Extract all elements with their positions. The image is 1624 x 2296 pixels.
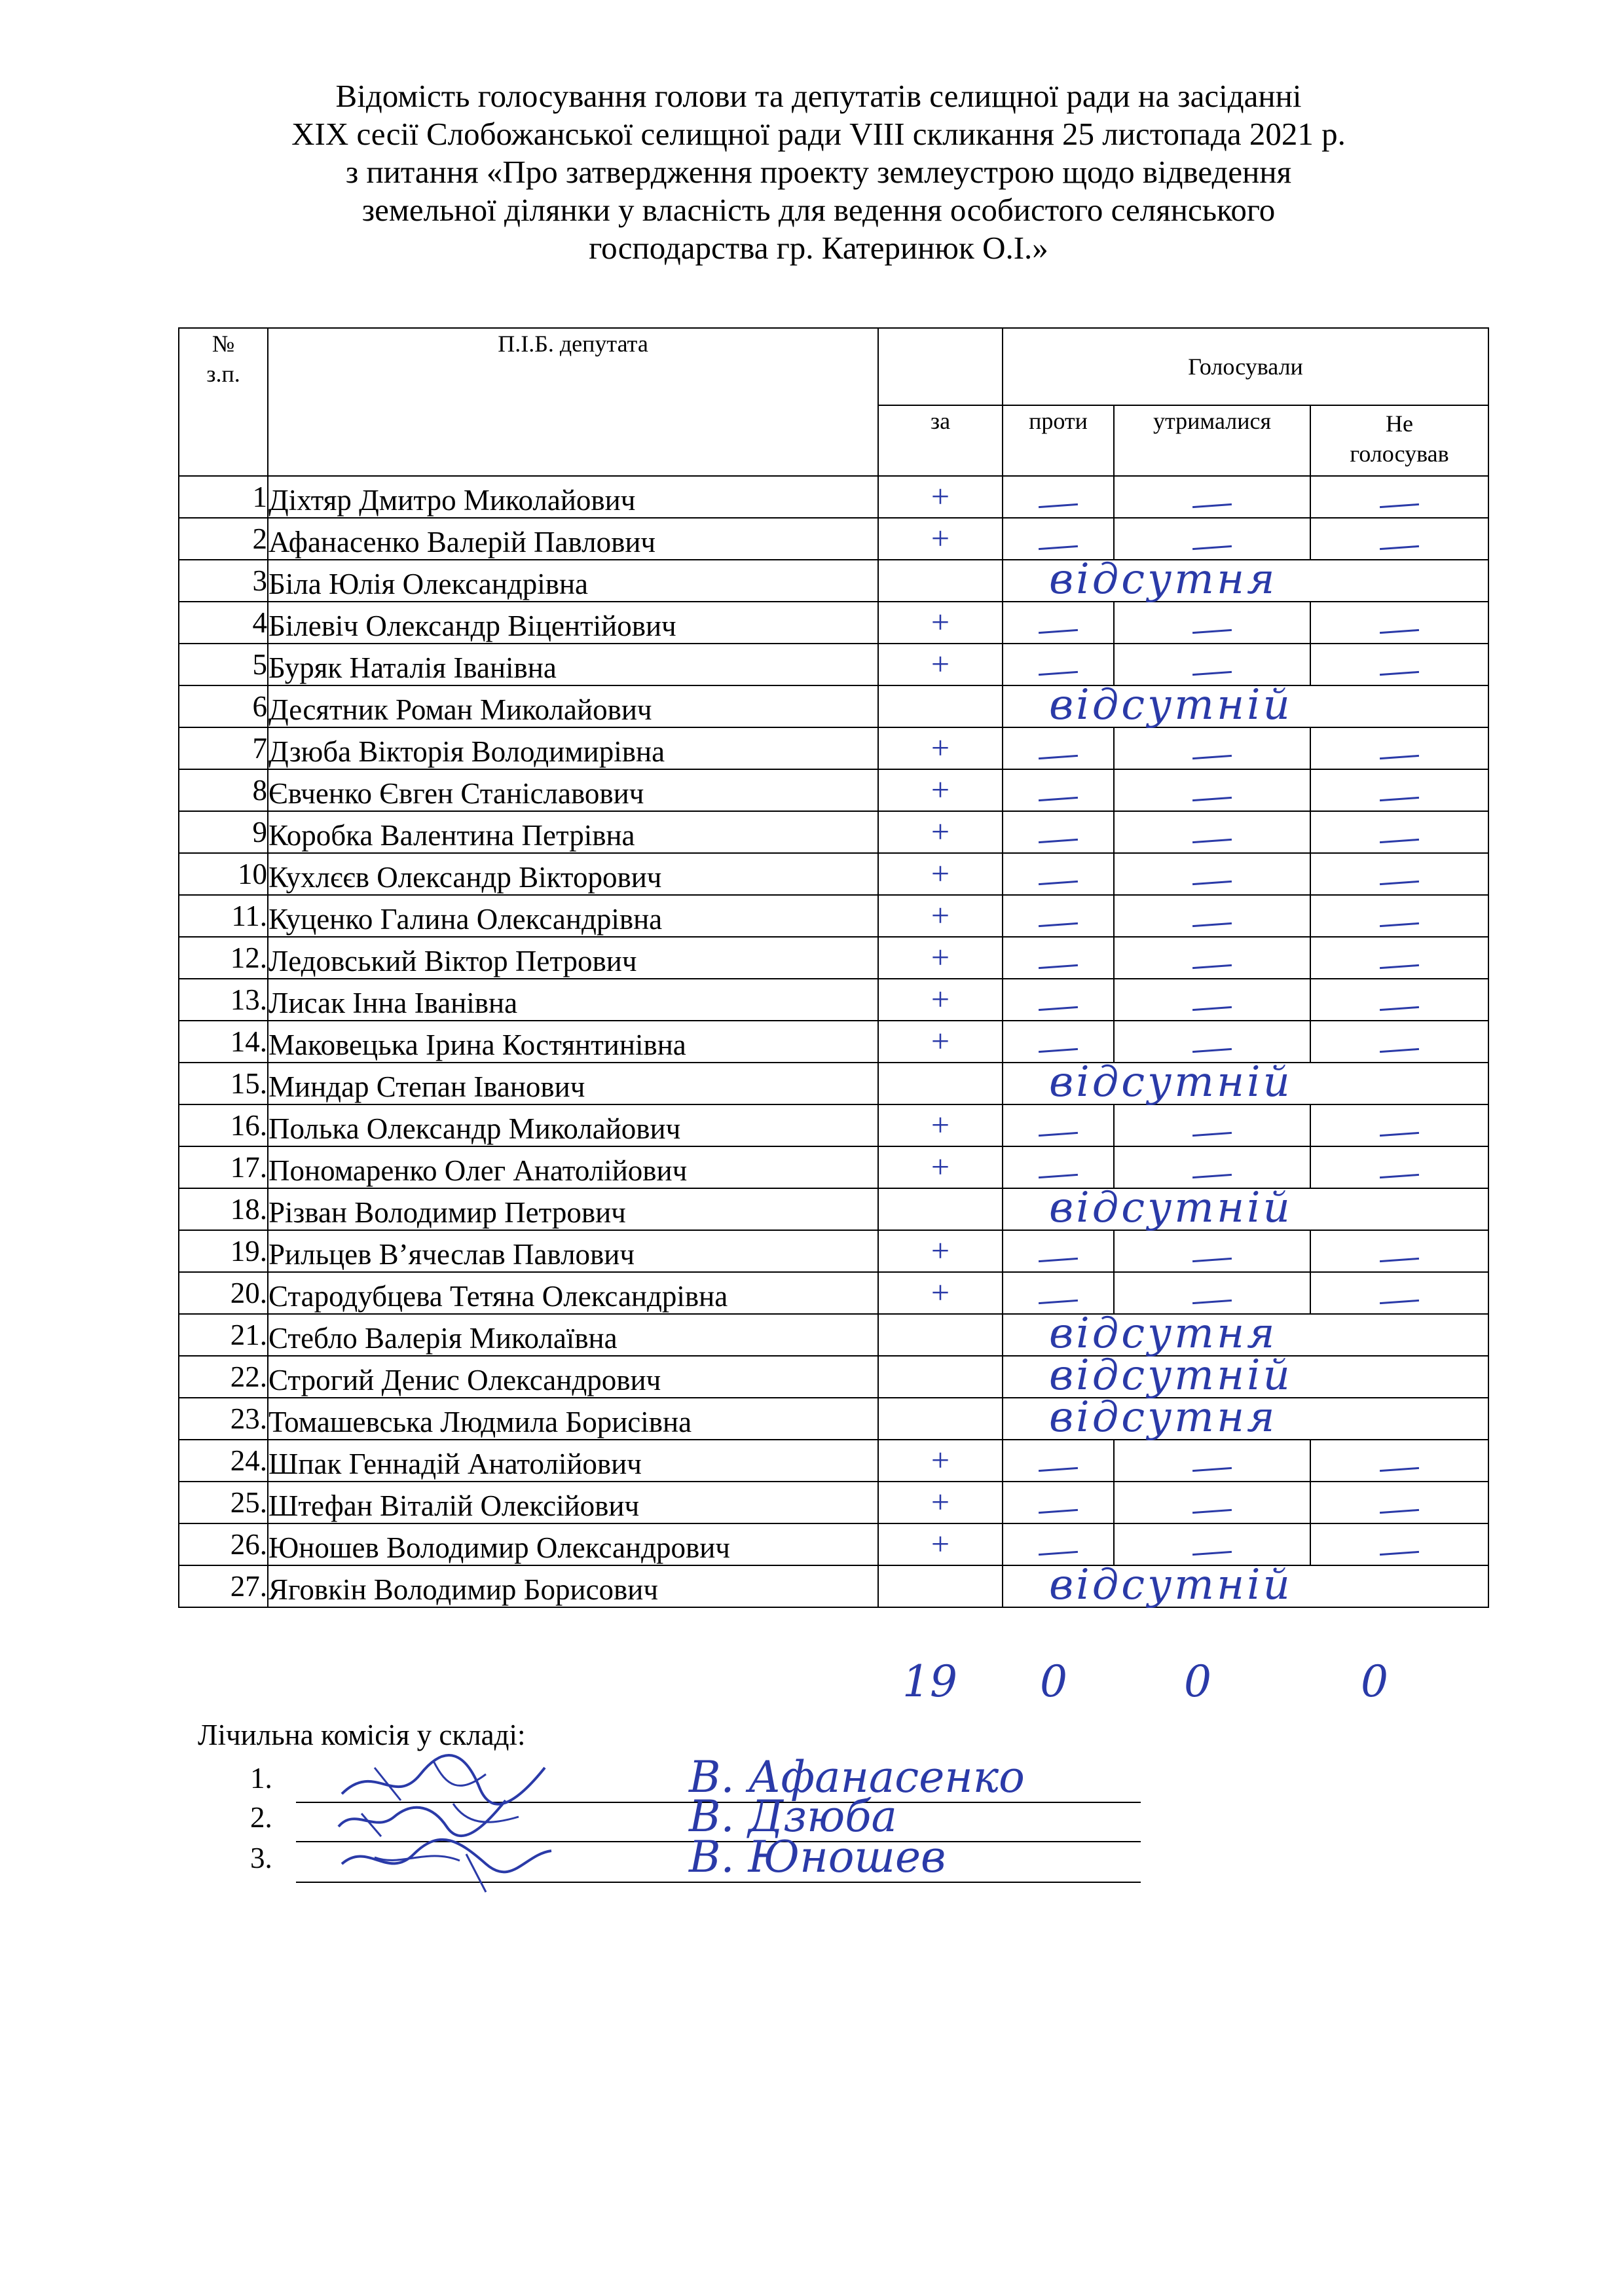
vote-against-cell	[1003, 853, 1114, 895]
dash-mark	[1192, 1300, 1232, 1304]
vote-against-cell	[1003, 1104, 1114, 1146]
vote-for-cell	[878, 1146, 1003, 1188]
header-against: проти	[1003, 405, 1114, 476]
dash-mark	[1039, 1509, 1078, 1514]
vote-abstained-cell	[1114, 937, 1310, 979]
vote-abstained-cell	[1114, 1021, 1310, 1063]
plus-mark: +	[931, 1483, 950, 1520]
dash-mark	[1380, 1174, 1419, 1178]
dash-mark	[1192, 671, 1232, 676]
row-number: 27.	[179, 1565, 268, 1607]
vote-abstained-cell	[1114, 1482, 1310, 1523]
absent-note: відсутній	[1049, 681, 1293, 729]
vote-against-cell	[1003, 1440, 1114, 1482]
vote-for-cell	[878, 727, 1003, 769]
vote-against-cell	[1003, 476, 1114, 518]
deputy-name: Ледовський Віктор Петрович	[268, 937, 878, 979]
plus-mark: +	[931, 1273, 950, 1311]
row-number: 19.	[179, 1230, 268, 1272]
dash-mark	[1192, 1006, 1232, 1011]
title-line: ХІХ сесії Слобожанської селищної ради VІІІ скликання 25 листопада 2021 р.	[291, 116, 1346, 152]
vote-against-cell	[1003, 727, 1114, 769]
vote-for-cell	[878, 1188, 1003, 1230]
vote-against-cell	[1003, 895, 1114, 937]
table-row	[179, 1440, 1488, 1482]
dash-mark	[1380, 797, 1419, 801]
deputy-name: Юношев Володимир Олександрович	[268, 1523, 878, 1565]
vote-not-voted-cell	[1310, 1523, 1488, 1565]
vote-not-voted-cell	[1310, 895, 1488, 937]
commission-member	[250, 1832, 1141, 1887]
vote-for-cell	[878, 1356, 1003, 1398]
dash-mark	[1039, 1258, 1078, 1262]
dash-mark	[1039, 881, 1078, 885]
deputy-name: Різван Володимир Петрович	[268, 1188, 878, 1230]
vote-for-cell	[878, 1398, 1003, 1440]
vote-not-voted-cell	[1310, 853, 1488, 895]
vote-abstained-cell	[1114, 644, 1310, 685]
vote-abstained-cell	[1114, 769, 1310, 811]
vote-not-voted-cell	[1310, 1440, 1488, 1482]
dash-mark	[1039, 1006, 1078, 1011]
deputy-name: Білевіч Олександр Віцентійович	[268, 602, 878, 644]
plus-mark: +	[931, 896, 950, 934]
vote-not-voted-cell	[1310, 476, 1488, 518]
header-number-symbol: №	[212, 331, 235, 357]
deputy-name: Коробка Валентина Петрівна	[268, 811, 878, 853]
header-not-voted-line1: Не	[1386, 410, 1413, 437]
absent-cell	[1003, 1351, 1488, 1400]
vote-for-cell	[878, 518, 1003, 560]
row-number: 6	[179, 685, 268, 727]
vote-not-voted-cell	[1310, 1482, 1488, 1523]
vote-not-voted-cell	[1310, 1104, 1488, 1146]
vote-for-cell	[878, 685, 1003, 727]
dash-mark	[1039, 629, 1078, 634]
title-line: земельної ділянки у власність для ведення особистого селянського	[361, 192, 1276, 228]
deputy-name: Стародубцева Тетяна Олександрівна	[268, 1272, 878, 1314]
dash-mark	[1192, 1509, 1232, 1514]
row-number: 2	[179, 518, 268, 560]
vote-abstained-cell	[1114, 895, 1310, 937]
table-row	[179, 1146, 1488, 1188]
deputy-name: Шпак Геннадій Анатолійович	[268, 1440, 878, 1482]
row-number: 22.	[179, 1356, 268, 1398]
vote-against-cell	[1003, 937, 1114, 979]
title-line: Відомість голосування голови та депутатів селищної ради на засіданні	[335, 78, 1302, 114]
dash-mark	[1039, 545, 1078, 550]
dash-mark	[1380, 881, 1419, 885]
dash-mark	[1039, 1551, 1078, 1556]
dash-mark	[1192, 1048, 1232, 1053]
vote-against-cell	[1003, 1482, 1114, 1523]
dash-mark	[1380, 671, 1419, 676]
header-number-abbr: з.п.	[206, 361, 240, 387]
plus-mark: +	[931, 1106, 950, 1143]
row-number: 9	[179, 811, 268, 853]
dash-mark	[1039, 1132, 1078, 1137]
deputy-name: Миндар Степан Іванович	[268, 1063, 878, 1104]
dash-mark	[1039, 839, 1078, 843]
dash-mark	[1192, 503, 1232, 508]
dash-mark	[1380, 1006, 1419, 1011]
vote-for-cell	[878, 476, 1003, 518]
dash-mark	[1192, 1132, 1232, 1137]
table-row	[179, 1523, 1488, 1565]
plus-mark: +	[931, 980, 950, 1017]
table-row	[179, 1565, 1488, 1607]
dash-mark	[1380, 964, 1419, 969]
dash-mark	[1192, 797, 1232, 801]
header-blank	[878, 328, 1003, 405]
row-number: 8	[179, 769, 268, 811]
vote-for-cell	[878, 1482, 1003, 1523]
absent-note: відсутній	[1049, 1058, 1293, 1106]
total-against: 0	[1040, 1656, 1067, 1707]
dash-mark	[1039, 964, 1078, 969]
dash-mark	[1192, 1174, 1232, 1178]
member-name: В. Дзюба	[689, 1791, 897, 1842]
vote-not-voted-cell	[1310, 937, 1488, 979]
member-number: 3.	[250, 1842, 272, 1874]
plus-mark: +	[931, 938, 950, 975]
plus-mark: +	[931, 1231, 950, 1269]
total-not-voted: 0	[1361, 1656, 1388, 1707]
absent-note: відсутня	[1049, 1309, 1278, 1358]
plus-mark: +	[931, 1441, 950, 1478]
table-row	[179, 1021, 1488, 1063]
member-number: 1.	[250, 1762, 272, 1795]
table-row	[179, 476, 1488, 518]
vote-abstained-cell	[1114, 1523, 1310, 1565]
plus-mark: +	[931, 1148, 950, 1185]
dash-mark	[1039, 671, 1078, 676]
absent-note: відсутній	[1049, 1351, 1293, 1400]
row-number: 13.	[179, 979, 268, 1021]
table-row	[179, 1063, 1488, 1104]
plus-mark: +	[931, 519, 950, 556]
row-number: 3	[179, 560, 268, 602]
dash-mark	[1039, 922, 1078, 927]
table-row	[179, 644, 1488, 685]
deputy-name: Штефан Віталій Олексійович	[268, 1482, 878, 1523]
dash-mark	[1380, 839, 1419, 843]
row-number: 21.	[179, 1314, 268, 1356]
vote-not-voted-cell	[1310, 811, 1488, 853]
vote-for-cell	[878, 895, 1003, 937]
title-line: господарства гр. Катеринюк О.І.»	[589, 230, 1048, 266]
vote-against-cell	[1003, 644, 1114, 685]
deputy-name: Афанасенко Валерій Павлович	[268, 518, 878, 560]
deputy-name: Томашевська Людмила Борисівна	[268, 1398, 878, 1440]
vote-not-voted-cell	[1310, 727, 1488, 769]
row-number: 17.	[179, 1146, 268, 1188]
vote-not-voted-cell	[1310, 1272, 1488, 1314]
total-for: 19	[902, 1656, 957, 1707]
vote-for-cell	[878, 1565, 1003, 1607]
vote-for-cell	[878, 853, 1003, 895]
vote-not-voted-cell	[1310, 602, 1488, 644]
dash-mark	[1380, 1551, 1419, 1556]
dash-mark	[1380, 629, 1419, 634]
row-number: 25.	[179, 1482, 268, 1523]
plus-mark: +	[931, 645, 950, 682]
absent-note: відсутній	[1049, 1184, 1293, 1232]
deputy-name: Євченко Євген Станіславович	[268, 769, 878, 811]
vote-for-cell	[878, 979, 1003, 1021]
dash-mark	[1380, 1132, 1419, 1137]
row-number: 1	[179, 476, 268, 518]
vote-for-cell	[878, 1314, 1003, 1356]
deputy-name: Десятник Роман Миколайович	[268, 685, 878, 727]
row-number: 14.	[179, 1021, 268, 1063]
dash-mark	[1192, 1551, 1232, 1556]
row-number: 10	[179, 853, 268, 895]
row-number: 23.	[179, 1398, 268, 1440]
plus-mark: +	[931, 603, 950, 640]
vote-against-cell	[1003, 518, 1114, 560]
vote-abstained-cell	[1114, 476, 1310, 518]
dash-mark	[1192, 1258, 1232, 1262]
absent-note: відсутня	[1049, 1393, 1278, 1442]
dash-mark	[1039, 1048, 1078, 1053]
row-number: 15.	[179, 1063, 268, 1104]
dash-mark	[1380, 503, 1419, 508]
row-number: 5	[179, 644, 268, 685]
vote-abstained-cell	[1114, 727, 1310, 769]
deputy-name: Біла Юлія Олександрівна	[268, 560, 878, 602]
vote-not-voted-cell	[1310, 1021, 1488, 1063]
row-number: 4	[179, 602, 268, 644]
voting-table	[178, 327, 1489, 1608]
dash-mark	[1192, 881, 1232, 885]
table-row	[179, 1104, 1488, 1146]
deputy-name: Лисак Інна Іванівна	[268, 979, 878, 1021]
document-title	[164, 77, 1473, 267]
deputy-name: Стебло Валерія Миколаївна	[268, 1314, 878, 1356]
row-number: 16.	[179, 1104, 268, 1146]
dash-mark	[1039, 1467, 1078, 1472]
vote-abstained-cell	[1114, 1440, 1310, 1482]
dash-mark	[1380, 1467, 1419, 1472]
deputy-name: Буряк Наталія Іванівна	[268, 644, 878, 685]
header-for: за	[878, 405, 1003, 476]
vote-for-cell	[878, 811, 1003, 853]
vote-for-cell	[878, 937, 1003, 979]
vote-against-cell	[1003, 1146, 1114, 1188]
member-name: В. Юношев	[689, 1832, 946, 1882]
dash-mark	[1380, 755, 1419, 759]
dash-mark	[1380, 1509, 1419, 1514]
deputy-name: Рильцев В’ячеслав Павлович	[268, 1230, 878, 1272]
dash-mark	[1039, 1300, 1078, 1304]
dash-mark	[1380, 1048, 1419, 1053]
table-row	[179, 1314, 1488, 1356]
dash-mark	[1192, 545, 1232, 550]
dash-mark	[1380, 1300, 1419, 1304]
absent-cell	[1003, 555, 1488, 604]
member-name: В. Афанасенко	[689, 1752, 1025, 1802]
table-row	[179, 1482, 1488, 1523]
title-line: з питання «Про затвердження проекту землеустрою щодо відведення	[345, 154, 1292, 190]
vote-for-cell	[878, 1230, 1003, 1272]
table-row	[179, 1188, 1488, 1230]
table-row	[179, 937, 1488, 979]
plus-mark: +	[931, 477, 950, 515]
vote-abstained-cell	[1114, 1104, 1310, 1146]
vote-not-voted-cell	[1310, 518, 1488, 560]
row-number: 26.	[179, 1523, 268, 1565]
plus-mark: +	[931, 812, 950, 850]
table-row	[179, 727, 1488, 769]
absent-cell	[1003, 1058, 1488, 1106]
header-deputy-name: П.І.Б. депутата	[268, 328, 878, 476]
dash-mark	[1192, 755, 1232, 759]
vote-abstained-cell	[1114, 1230, 1310, 1272]
dash-mark	[1039, 1174, 1078, 1178]
vote-not-voted-cell	[1310, 1146, 1488, 1188]
table-row	[179, 602, 1488, 644]
vote-against-cell	[1003, 1523, 1114, 1565]
absent-cell	[1003, 1561, 1488, 1609]
vote-against-cell	[1003, 1021, 1114, 1063]
deputy-name: Пономаренко Олег Анатолійович	[268, 1146, 878, 1188]
vote-for-cell	[878, 1440, 1003, 1482]
table-row	[179, 853, 1488, 895]
table-row	[179, 1356, 1488, 1398]
vote-abstained-cell	[1114, 518, 1310, 560]
plus-mark: +	[931, 1525, 950, 1562]
row-number: 24.	[179, 1440, 268, 1482]
table-row	[179, 811, 1488, 853]
row-number: 20.	[179, 1272, 268, 1314]
deputy-name: Діхтяр Дмитро Миколайович	[268, 476, 878, 518]
row-number: 7	[179, 727, 268, 769]
plus-mark: +	[931, 729, 950, 766]
vote-against-cell	[1003, 1230, 1114, 1272]
vote-for-cell	[878, 1104, 1003, 1146]
table-row	[179, 769, 1488, 811]
absent-cell	[1003, 1393, 1488, 1442]
header-not-voted-line2: голосував	[1350, 441, 1449, 467]
vote-for-cell	[878, 1523, 1003, 1565]
vote-against-cell	[1003, 811, 1114, 853]
absent-cell	[1003, 681, 1488, 729]
vote-not-voted-cell	[1310, 979, 1488, 1021]
vote-abstained-cell	[1114, 1146, 1310, 1188]
vote-against-cell	[1003, 979, 1114, 1021]
dash-mark	[1192, 1467, 1232, 1472]
table-row	[179, 895, 1488, 937]
row-number: 18.	[179, 1188, 268, 1230]
table-body	[179, 476, 1488, 1607]
absent-cell	[1003, 1184, 1488, 1232]
absent-note: відсутня	[1049, 555, 1278, 604]
table-row	[179, 518, 1488, 560]
header-not-voted	[1310, 405, 1488, 476]
deputy-name: Яговкін Володимир Борисович	[268, 1565, 878, 1607]
plus-mark: +	[931, 771, 950, 808]
dash-mark	[1039, 755, 1078, 759]
dash-mark	[1192, 629, 1232, 634]
vote-against-cell	[1003, 602, 1114, 644]
absent-note: відсутній	[1049, 1561, 1293, 1609]
dash-mark	[1380, 1258, 1419, 1262]
vote-not-voted-cell	[1310, 769, 1488, 811]
table-row	[179, 1230, 1488, 1272]
vote-abstained-cell	[1114, 811, 1310, 853]
counting-commission-label: Лічильна комісія у складі:	[198, 1719, 526, 1751]
member-number: 2.	[250, 1801, 272, 1834]
dash-mark	[1192, 922, 1232, 927]
vote-abstained-cell	[1114, 979, 1310, 1021]
row-number: 12.	[179, 937, 268, 979]
deputy-name: Полька Олександр Миколайович	[268, 1104, 878, 1146]
vote-abstained-cell	[1114, 853, 1310, 895]
deputy-name: Кухлєєв Олександр Вікторович	[268, 853, 878, 895]
vote-for-cell	[878, 1063, 1003, 1104]
vote-against-cell	[1003, 769, 1114, 811]
table-row	[179, 1398, 1488, 1440]
deputy-name: Дзюба Вікторія Володимирівна	[268, 727, 878, 769]
vote-abstained-cell	[1114, 602, 1310, 644]
dash-mark	[1192, 964, 1232, 969]
absent-cell	[1003, 1309, 1488, 1358]
dash-mark	[1039, 797, 1078, 801]
header-abstained: утрималися	[1114, 405, 1310, 476]
table-row	[179, 560, 1488, 602]
vote-not-voted-cell	[1310, 644, 1488, 685]
vote-for-cell	[878, 1272, 1003, 1314]
row-number: 11.	[179, 895, 268, 937]
table-row	[179, 685, 1488, 727]
total-abstained: 0	[1184, 1656, 1211, 1707]
dash-mark	[1192, 839, 1232, 843]
header-number	[179, 328, 268, 476]
dash-mark	[1380, 922, 1419, 927]
plus-mark: +	[931, 1022, 950, 1059]
handwritten-signature	[335, 1828, 558, 1893]
dash-mark	[1380, 545, 1419, 550]
vote-for-cell	[878, 560, 1003, 602]
vote-for-cell	[878, 769, 1003, 811]
vote-abstained-cell	[1114, 1272, 1310, 1314]
dash-mark	[1039, 503, 1078, 508]
deputy-name: Строгий Денис Олександрович	[268, 1356, 878, 1398]
vote-for-cell	[878, 644, 1003, 685]
vote-against-cell	[1003, 1272, 1114, 1314]
table-row	[179, 1272, 1488, 1314]
deputy-name: Куценко Галина Олександрівна	[268, 895, 878, 937]
vote-not-voted-cell	[1310, 1230, 1488, 1272]
table-row	[179, 979, 1488, 1021]
deputy-name: Маковецька Ірина Костянтинівна	[268, 1021, 878, 1063]
vote-for-cell	[878, 1021, 1003, 1063]
plus-mark: +	[931, 854, 950, 892]
header-voted: Голосували	[1003, 328, 1488, 405]
vote-for-cell	[878, 602, 1003, 644]
